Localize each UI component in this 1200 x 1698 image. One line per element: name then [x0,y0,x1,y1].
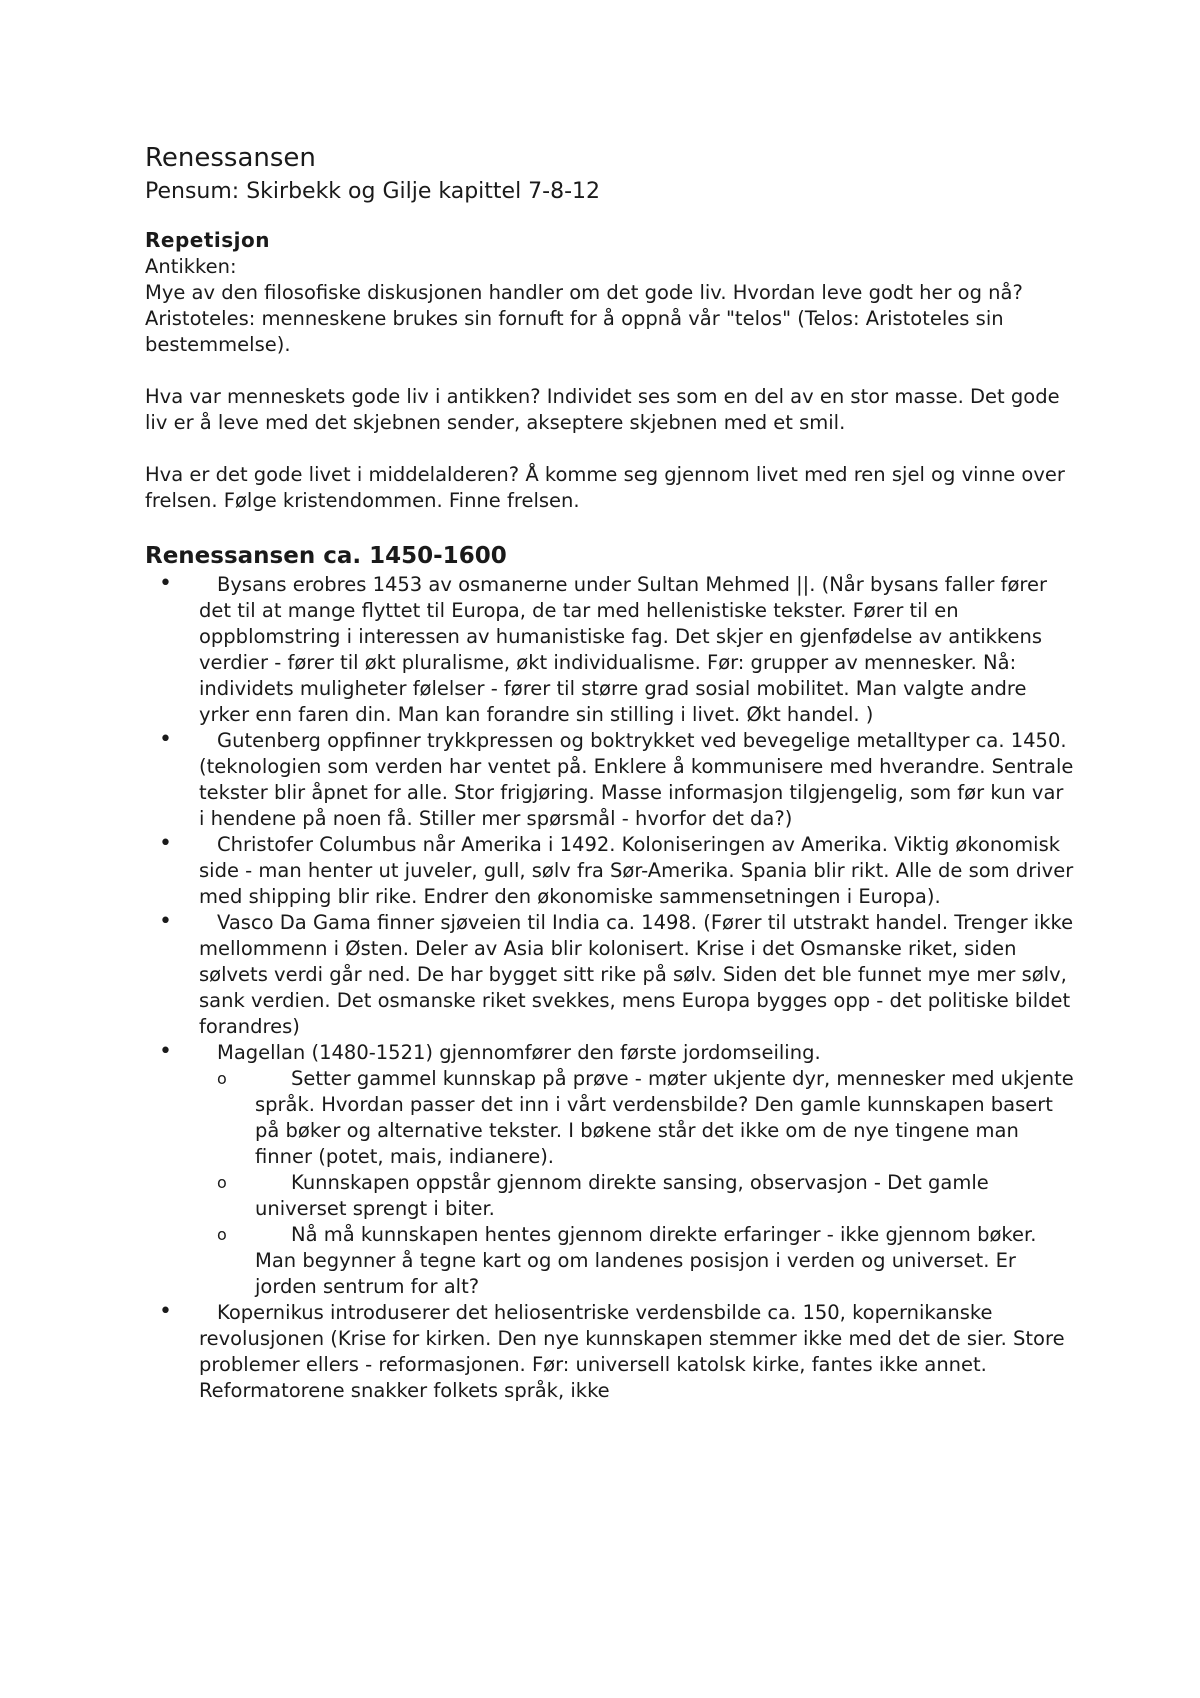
sub-list-item [199,1066,1075,1170]
spacer [145,514,1075,540]
paragraph: Hva var menneskets gode liv i antikken? Individet ses som en del av en stor masse. Det gode liv er å leve med det skjebnen sender, akseptere skjebnen med et smil. [145,385,1060,434]
sub-list-item [199,1170,1075,1222]
paragraph: Hva er det gode livet i middelalderen? Å komme seg gjennom livet med ren sjel og vinne over frelsen. Følge kristendommen. Finne frelsen. [145,463,1065,512]
list-item [145,1300,1075,1404]
paragraph: Mye av den filosofiske diskusjonen handler om det gode liv. Hvordan leve godt her og nå? [145,281,1023,304]
list-item [145,572,1075,728]
spacer [145,358,1075,384]
section-heading-repetisjon: Repetisjon [145,228,270,252]
list-item-text: Christofer Columbus når Amerika i 1492. Koloniseringen av Amerika. Viktig økonomisk side - man henter ut juveler, gull, sølv fra Sør-Amerika. Spania blir rikt. Alle de som driver med shipping blir rike. Endrer den økonomiske sammensetningen i Europa). [199,833,1074,908]
antikken-label: Antikken: [145,255,237,278]
sub-list-item-text: Kunnskapen oppstår gjennom direkte sansing, observasjon - Det gamle universet sprengt i biter. [255,1171,989,1220]
list-item [145,910,1075,1040]
sub-bullet-list [199,1066,1075,1300]
list-item-text: Magellan (1480-1521) gjennomfører den første jordomseiling. [217,1041,821,1064]
list-item [145,1040,1075,1300]
list-item-text: Vasco Da Gama finner sjøveien til India ca. 1498. (Fører til utstrakt handel. Trenger ikke mellommenn i Østen. Deler av Asia blir kolonisert. Krise i det Osmanske riket, siden sølvets verdi går ned. De har bygget sitt rike på sølv. Siden det ble funnet mye mer sølv, sank verdien. Det osmanske riket svekkes, mens Europa bygges opp - det politiske bildet forandres) [199,911,1074,1038]
spacer [145,436,1075,462]
paragraph: Aristoteles: menneskene brukes sin fornuft for å oppnå vår "telos" (Telos: Aristoteles sin bestemmelse). [145,307,1004,356]
document-subtitle: Pensum: Skirbekk og Gilje kapittel 7-8-12 [145,179,601,204]
bullet-list [145,572,1075,1404]
sub-list-item-text: Nå må kunnskapen hentes gjennom direkte erfaringer - ikke gjennom bøker. Man begynner å tegne kart og om landenes posisjon i verden og universet. Er jorden sentrum for alt? [255,1223,1037,1298]
document-title: Renessansen [145,143,316,173]
list-item-text: Gutenberg oppfinner trykkpressen og boktrykket ved bevegelige metalltyper ca. 1450. (teknologien som verden har ventet på. Enklere å kommunisere med hverandre. Sentrale tekster blir åpnet for alle. Stor frigjøring. Masse informasjon tilgjengelig, som før kun var i hendene på noen få. Stiller mer spørsmål - hvorfor det da?) [199,729,1074,830]
document-page [145,140,1075,1404]
spacer [145,208,1075,226]
section-heading-renessansen: Renessansen ca. 1450-1600 [145,543,507,569]
sub-list-item-text: Setter gammel kunnskap på prøve - møter ukjente dyr, mennesker med ukjente språk. Hvordan passer det inn i vårt verdensbilde? Den gamle kunnskapen basert på bøker og alternative tekster. I bøkene står det ikke om de nye tingene man finner (potet, mais, indianere). [255,1067,1074,1168]
sub-list-item [199,1222,1075,1300]
list-item [145,832,1075,910]
list-item-text: Bysans erobres 1453 av osmanerne under Sultan Mehmed ||. (Når bysans faller fører det til at mange flyttet til Europa, de tar med hellenistiske tekster. Fører til en oppblomstring i interessen av humanistiske fag. Det skjer en gjenfødelse av antikkens verdier - fører til økt pluralisme, økt individualisme. Før: grupper av mennesker. Nå: individets muligheter følelser - fører til større grad sosial mobilitet. Man valgte andre yrker enn faren din. Man kan forandre sin stilling i livet. Økt handel. ) [199,573,1047,726]
list-item [145,728,1075,832]
list-item-text: Kopernikus introduserer det heliosentriske verdensbilde ca. 150, kopernikanske revolusjonen (Krise for kirken. Den nye kunnskapen stemmer ikke med det de sier. Store problemer ellers - reformasjonen. Før: universell katolsk kirke, fantes ikke annet. Reformatorene snakker folkets språk, ikke [199,1301,1065,1402]
